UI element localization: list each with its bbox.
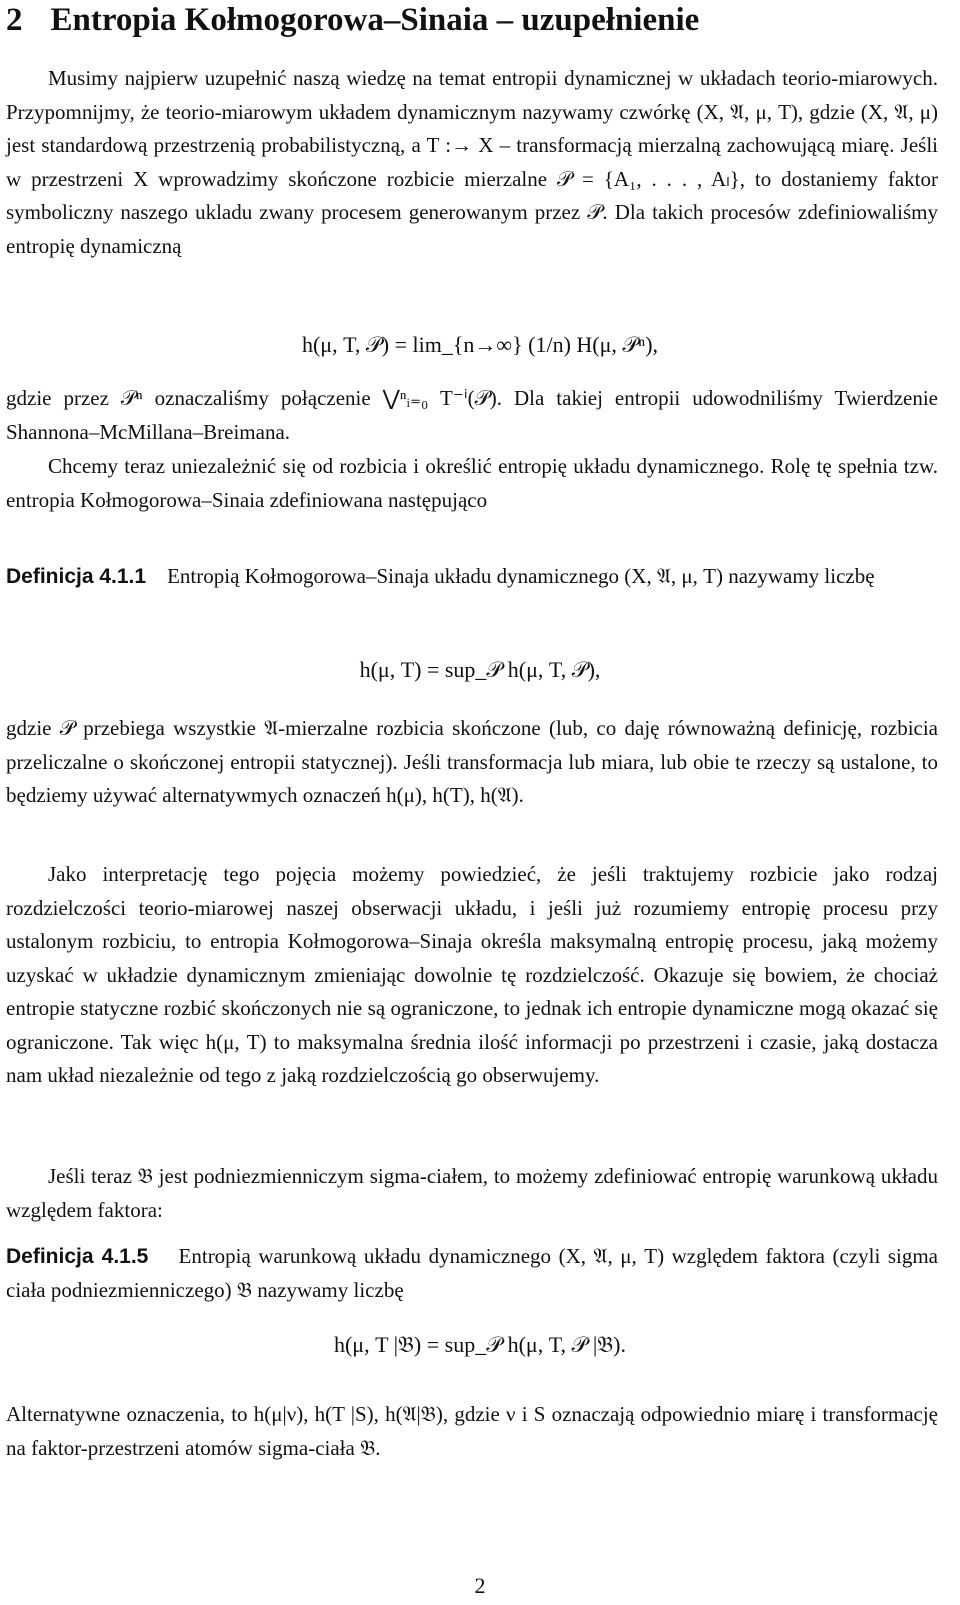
definition-ks-entropy — [6, 560, 938, 594]
equation-ks-entropy: h(μ, T) = sup_𝒫 h(μ, T, 𝒫), — [359, 657, 601, 682]
definition-label: Definicja 4.1.1 — [6, 565, 147, 588]
section-heading — [6, 2, 946, 38]
paragraph-partitions: gdzie 𝒫 przebiega wszystkie 𝔄-mierzalne rozbicia skończone (lub, co daję równoważną definicję, rozbicia przeliczalne o skończonej entropii statycznej). Jeśli transformacja lub miara, lub obie te rzeczy są ustalone, to będziemy używać alternatywmych oznaczeń h(μ), h(T), h(𝔄). — [6, 716, 938, 807]
definition-text: Entropią warunkową układu dynamicznego (X, 𝔄, μ, T) względem faktora (czyli sigma ciała podniezmienniczego) 𝔅 nazywamy liczbę — [6, 1244, 938, 1302]
paragraph-conditional-intro: Jeśli teraz 𝔅 jest podniezmienniczym sigma-ciałem, to możemy zdefiniować entropię warunkową układu względem faktora: — [6, 1164, 938, 1222]
section-number: 2 — [6, 2, 23, 38]
definition-conditional-entropy — [6, 1240, 938, 1307]
page-number: 2 — [474, 1573, 486, 1598]
paragraph-intro: Musimy najpierw uzupełnić naszą wiedzę na temat entropii dynamicznej w układach teorio-miarowych. Przypomnijmy, że teorio-miarowym układem dynamicznym nazywamy czwórkę (X, 𝔄, μ, T), gdzie (X, 𝔄, μ) jest standardową przestrzenią probabilistyczną, a T :→ X – transformacją mierzalną zachowującą miarę. Jeśli w przestrzeni X wprowadzimy skończone rozbicie mierzalne 𝒫 = {A₁, . . . , Aₗ}, to dostaniemy faktor symboliczny naszego ukladu zwany procesem generowanym przez 𝒫. Dla takich procesów zdefiniowaliśmy entropię dynamiczną — [6, 66, 938, 258]
definition-text: Entropią Kołmogorowa–Sinaja układu dynamicznego (X, 𝔄, μ, T) nazywamy liczbę — [167, 564, 875, 588]
paragraph-interpretation: Jako interpretację tego pojęcia możemy powiedzieć, że jeśli traktujemy rozbicie jako rodzaj rozdzielczości teorio-miarowej naszej obserwacji układu, i jeśli już rozumiemy entropię procesu przy ustalonym rozbiciu, to entropia Kołmogorowa–Sinaja określa maksymalną entropię procesu, jaką możemy uzyskać w układzie dynamicznym zmieniając dowolnie tę rozdzielczość. Okazuje się bowiem, że chociaż entropie statyczne rozbić skończonych nie są ograniczone, to jednak ich entropie dynamiczne mogą okazać się ograniczone. Tak więc h(μ, T) to maksymalna średnia ilość informacji po przestrzeni i czasie, jaką dostacza nam układ niezależnie od tego z jaką rozdzielczością go obserwujemy. — [6, 862, 938, 1087]
equation-conditional-entropy: h(μ, T |𝔅) = sup_𝒫 h(μ, T, 𝒫 |𝔅). — [333, 1332, 626, 1357]
paragraph-join-definition: gdzie przez 𝒫ⁿ oznaczaliśmy połączenie ⋁ⁿᵢ₌₀ T⁻ⁱ(𝒫). Dla takiej entropii udowodniliśmy Twierdzenie Shannona–McMillana–Breimana. — [6, 386, 938, 444]
paragraph-ks-intro: Chcemy teraz uniezależnić się od rozbicia i określić entropię układu dynamicznego. Rolę tę spełnia tzw. entropia Kołmogorowa–Sinaia zdefiniowana następująco — [6, 454, 938, 512]
definition-label: Definicja 4.1.5 — [6, 1245, 149, 1268]
equation-dynamic-entropy: h(μ, T, 𝒫) = lim_{n→∞} (1/n) H(μ, 𝒫ⁿ), — [301, 332, 659, 357]
paragraph-alternative-notation: Alternatywne oznaczenia, to h(μ|ν), h(T |S), h(𝔄|𝔅), gdzie ν i S oznaczają odpowiednio miarę i transformację na faktor-przestrzeni atomów sigma-ciała 𝔅. — [6, 1402, 938, 1460]
section-title: Entropia Kołmogorowa–Sinaia – uzupełnienie — [50, 2, 700, 38]
